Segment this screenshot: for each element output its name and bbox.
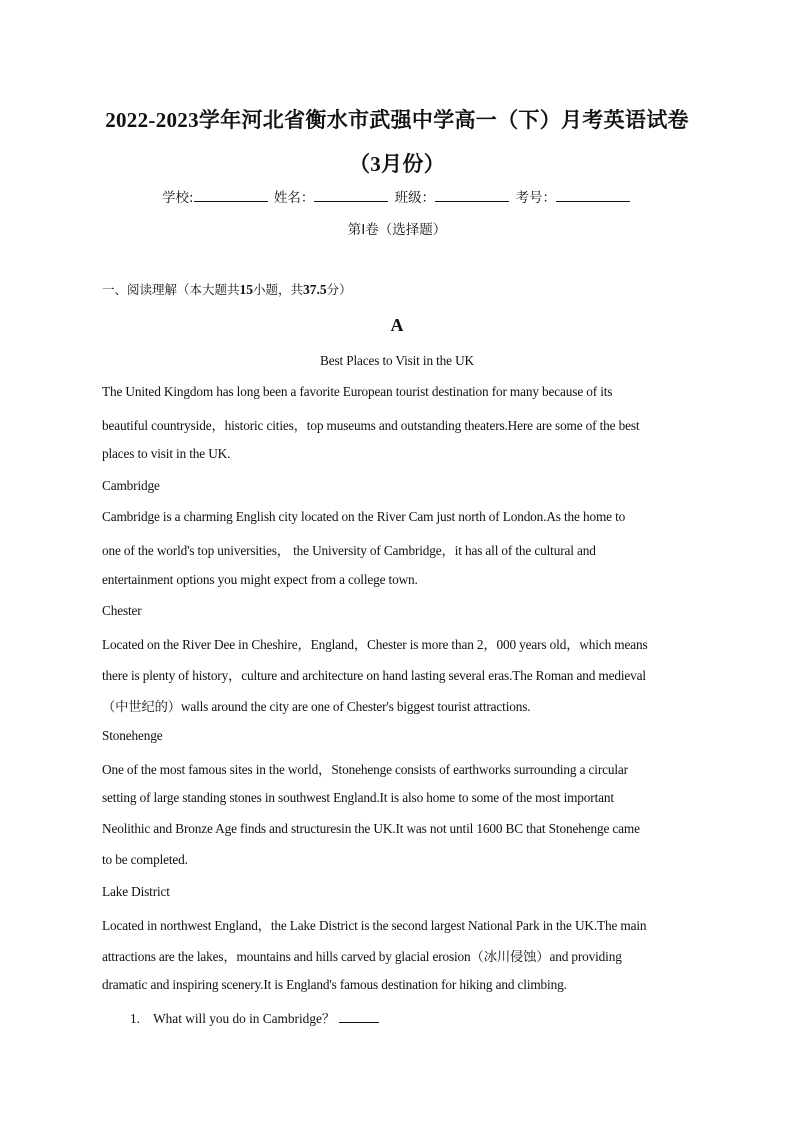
passage-line: entertainment options you might expect from a college town. xyxy=(102,572,418,587)
passage-line: One of the most famous sites in the world，Stonehenge consists of earthworks surrounding a circular xyxy=(102,762,628,777)
passage-line: one of the world's top universities， the University of Cambridge，it has all of the cultural and xyxy=(102,543,596,558)
exam-no-blank[interactable] xyxy=(556,189,630,202)
passage-line: setting of large standing stones in southwest England.It is also home to some of the most important xyxy=(102,790,614,805)
question-number: 1. xyxy=(130,1011,140,1026)
subheading-cambridge: Cambridge xyxy=(102,478,160,493)
passage-line: beautiful countryside，historic cities，top museums and outstanding theaters.Here are some of the best xyxy=(102,418,640,433)
passage-line: （中世纪的）walls around the city are one of Chester's biggest tourist attractions. xyxy=(102,699,531,714)
passage-line: The United Kingdom has long been a favorite European tourist destination for many because of its xyxy=(102,384,613,399)
exam-title: 2022-2023学年河北省衡水市武强中学高一（下）月考英语试卷 xyxy=(105,108,689,132)
school-blank[interactable] xyxy=(194,189,268,202)
school-label: 学校: xyxy=(162,190,194,206)
passage-line: Located on the River Dee in Cheshire，England，Chester is more than 2，000 years old，which means xyxy=(102,637,648,652)
passage-line: places to visit in the UK. xyxy=(102,446,231,461)
class-blank[interactable] xyxy=(435,189,509,202)
passage-line: to be completed. xyxy=(102,852,188,867)
answer-blank[interactable] xyxy=(339,1010,379,1023)
subheading-stonehenge: Stonehenge xyxy=(102,728,163,743)
subheading-lake-district: Lake District xyxy=(102,884,170,899)
passage-letter: A xyxy=(390,315,404,335)
section-middle: 小题，共 xyxy=(253,282,304,297)
passage-line: Neolithic and Bronze Age finds and structuresin the UK.It was not until 1600 BC that Stonehenge came xyxy=(102,821,640,836)
name-blank[interactable] xyxy=(314,189,388,202)
exam-no-label: 考号： xyxy=(515,190,556,206)
section-suffix: 分） xyxy=(326,282,352,297)
class-label: 班级： xyxy=(394,190,436,206)
section-prefix: 一、阅读理解（本大题共 xyxy=(102,282,240,297)
question-text: What will you do in Cambridge？ xyxy=(153,1011,336,1026)
section-count: 15 xyxy=(239,282,254,297)
volume-heading: 第I卷（选择题） xyxy=(347,222,447,238)
name-label: 姓名： xyxy=(273,190,315,206)
passage-line: Cambridge is a charming English city located on the River Cam just north of London.As the home to xyxy=(102,509,626,524)
passage-title: Best Places to Visit in the UK xyxy=(319,353,474,368)
question-1 xyxy=(130,1008,379,1027)
passage-line: attractions are the lakes，mountains and hills carved by glacial erosion（冰川侵蚀）and providing xyxy=(102,949,622,964)
student-info-row xyxy=(0,186,794,206)
section-score: 37.5 xyxy=(303,282,327,297)
passage-line: there is plenty of history，culture and architecture on hand lasting several eras.The Roman and medieval xyxy=(102,668,646,683)
subheading-chester: Chester xyxy=(102,603,142,618)
exam-title-month: （3月份） xyxy=(349,152,445,176)
section-heading xyxy=(102,280,352,298)
passage-line: Located in northwest England，the Lake District is the second largest National Park in the UK.The main xyxy=(102,918,647,933)
passage-line: dramatic and inspiring scenery.It is England's famous destination for hiking and climbing. xyxy=(102,977,567,992)
